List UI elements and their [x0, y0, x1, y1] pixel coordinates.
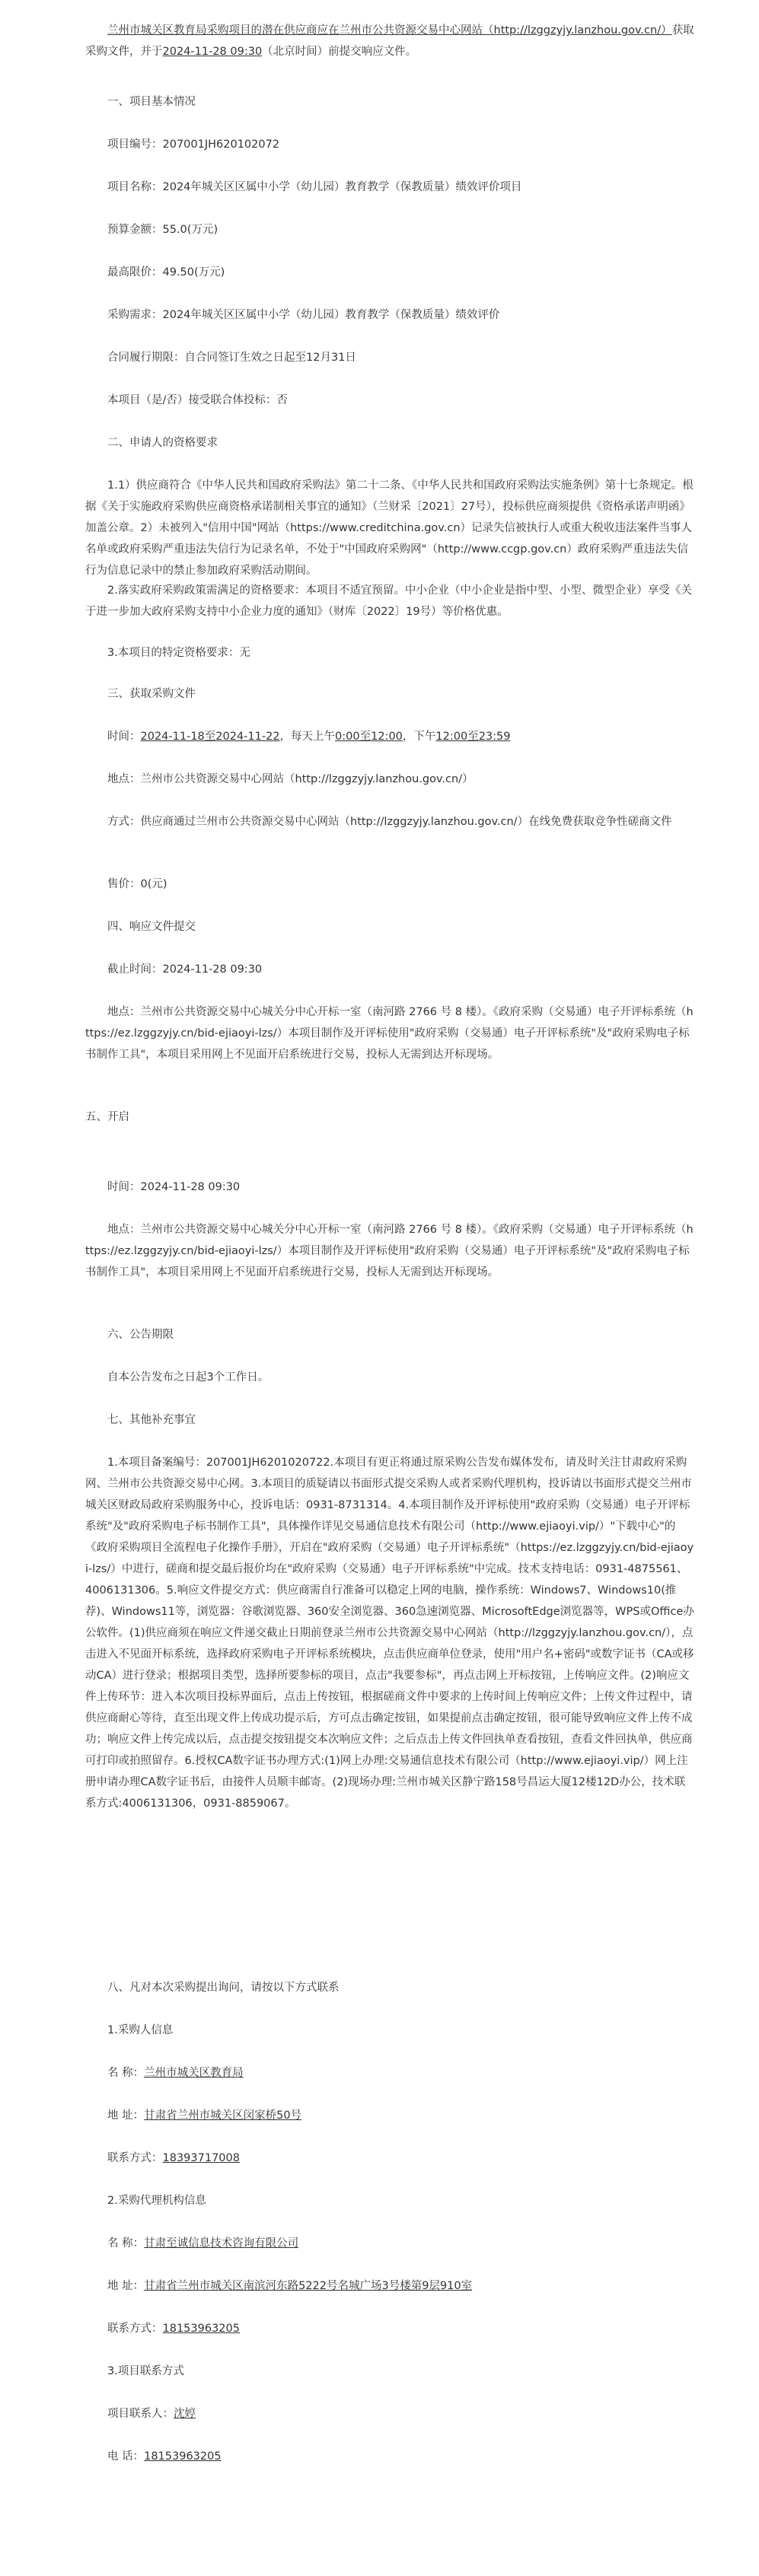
project-contact: [85, 2403, 694, 2425]
buyer-phone-value: 18393717008: [162, 2152, 240, 2164]
buyer-name-value: 兰州市城关区教育局: [144, 2067, 244, 2079]
supplementary-matters: 1.本项目备案编号：207001JH6201020722.本项目有更正将通过原采购公告发布媒体发布，请及时关注甘肃政府采购网、兰州市公共资源交易中心网。3.本项目的质疑请以书面形式提交采购人或者采购代理机构，投诉请以书面形式提交兰州市城关区财政局政府采购服务中心，投诉电话：0931-8731314。4.本项目制作及开评标使用"政府采购（交易通）电子开评标系统"及"政府采购电子标书制作工具"，具体操作详见交易通信息技术有限公司（http://www.ejiaoyi.vip/）"下载中心"的《政府采购项目全流程电子化操作手册》，开启在"政府采购（交易通）电子开评标系统"（https://ez.lzggzyjy.cn/bid-ejiaoyi-lzs/）中进行，磋商和提交最后报价均在"政府采购（交易通）电子开评标系统"中完成。技术支持电话：0931-4875561、4006131306。5.响应文件提交方式：供应商需自行准备可以稳定上网的电脑，操作系统：Windows7、Windows10(推荐)、Windows11等，浏览器：谷歌浏览器、360安全浏览器、360急速浏览器、MicrosoftEdge浏览器等，WPS或Office办公软件。(1)供应商须在响应文件递交截止日期前登录兰州市公共资源交易中心网站（http://lzggzyjy.lanzhou.gov.cn/），点击进入不见面开标系统，选择政府采购电子开评标系统模块，点击供应商单位登录，使用"用户名+密码"或数字证书（CA或移动CA）进行登录；根据项目类型，选择所要参标的项目，点击"我要参标"，再点击网上开标按钮，上传响应文件。(2)响应文件上传环节：进入本次项目投标界面后，点击上传按钮，根据磋商文件中要求的上传时间上传响应文件；上传文件过程中，请供应商耐心等待，直至出现文件上传成功提示后，方可点击确定按钮，如果提前点击确定按钮，很可能导致响应文件上传不成功；响应文件上传完成以后，点击提交按钮提交本次响应文件；之后点击上传文件回执单查看按钮，查看文件回执单，供应商可打印或拍照留存。6.授权CA数字证书办理方式:(1)网上办理:交易通信息技术有限公司（http://www.ejiaoyi.vip/）网上注册申请办理CA数字证书后，由接件人员顺丰邮寄。(2)现场办理:兰州市城关区静宁路158号昌运大厦12楼12D办公，技术联系方式:4006131306，0931-8859067。: [85, 1457, 694, 1810]
address-label: 地 址：: [107, 2110, 145, 2122]
intro-paragraph: [85, 20, 694, 62]
time-label: 时间：: [107, 731, 141, 743]
section-1-heading: 一、项目基本情况: [107, 96, 196, 108]
section-3-heading: 三、获取采购文件: [107, 688, 196, 700]
section-8-heading: 八、凡对本次采购提出询问，请按以下方式联系: [107, 1982, 340, 1994]
acquisition-method: 方式：供应商通过兰州市公共资源交易中心网站（http://lzggzyjy.lanzhou.gov.cn/）在线免费获取竞争性磋商文件: [107, 816, 672, 828]
time-text-1: ，每天上午: [279, 731, 336, 743]
phone-label: 联系方式：: [107, 2152, 163, 2164]
budget-amount: 预算金额：55.0(万元): [107, 224, 218, 236]
acquisition-time: [85, 726, 694, 747]
name-label: 名 称：: [107, 2067, 145, 2079]
buyer-name: [85, 2062, 694, 2084]
submission-deadline: 截止时间：2024-11-28 09:30: [107, 963, 263, 976]
project-phone: [85, 2446, 694, 2467]
contact-label: 项目联系人：: [107, 2408, 174, 2420]
acquisition-place: 地点：兰州市公共资源交易中心网站（http://lzggzyjy.lanzhou.gov.cn/）: [107, 773, 474, 785]
max-price: 最高限价：49.50(万元): [107, 266, 225, 279]
address-label: 地 址：: [107, 2280, 145, 2292]
consortium-accepted: 本项目（是/否）接受联合体投标：否: [107, 394, 288, 406]
section-2-heading: 二、申请人的资格要求: [107, 437, 218, 449]
morning-hours: 0:00至12:00: [335, 731, 403, 743]
opening-time: 时间：2024-11-28 09:30: [107, 1181, 241, 1193]
submission-place: 地点：兰州市公共资源交易中心城关分中心开标一室（南河路 2766 号 8 楼）。《政府采购（交易通）电子开评标系统（https://ez.lzggzyjy.cn/bid-ejiaoyi-lzs/）本项目制作及开评标使用"政府采购（交易通）电子开评标系统"及"政府采购电子标书制作工具"，本项目采用网上不见面开启系统进行交易，投标人无需到达开标现场。: [85, 1006, 694, 1061]
name-label: 名 称：: [107, 2237, 145, 2250]
buyer-address-value: 甘肃省兰州市城关区闵家桥50号: [144, 2110, 302, 2122]
project-name: 项目名称：2024年城关区区属中小学（幼儿园）教育教学（保教质量）绩效评价项目: [107, 181, 522, 193]
phone-label: 联系方式：: [107, 2323, 163, 2335]
document-price: 售价：0(元): [107, 878, 167, 890]
intro-text-3: （北京时间）前提交响应文件。: [262, 46, 417, 58]
agent-phone: [85, 2318, 694, 2339]
announcement-period: 自本公告发布之日起3个工作日。: [107, 1371, 269, 1384]
section-5-heading: 五、开启: [85, 1111, 129, 1123]
buyer-info-heading: 1.采购人信息: [107, 2024, 174, 2036]
section-4-heading: 四、响应文件提交: [107, 921, 196, 933]
acquisition-date-range: 2024-11-18至2024-11-22: [140, 731, 280, 743]
time-text-2: ，下午: [402, 731, 436, 743]
agent-name: [85, 2233, 694, 2254]
buyer-address: [85, 2105, 694, 2126]
trading-center-link[interactable]: （http://lzggzyjy.lanzhou.gov.cn/）: [483, 24, 672, 37]
qualification-requirement-1: 1.1）供应商符合《中华人民共和国政府采购法》第二十二条、《中华人民共和国政府采购法实施条例》第十七条规定。根据《关于实施政府采购供应商资格承诺制相关事宜的通知》（兰财采〔2021〕27号），投标供应商须提供《资格承诺声明函》加盖公章。2）未被列入"信用中国"网站（https://www.creditchina.gov.cn）记录失信被执行人或重大税收违法案件当事人名单或政府采购严重违法失信行为记录名单，不处于"中国政府采购网"（http://www.ccgp.gov.cn）政府采购严重违法失信行为信息记录中的禁止参加政府采购活动期间。: [85, 479, 694, 577]
intro-text-2: 获取采购文件，并于: [85, 24, 694, 58]
agent-phone-value: 18153963205: [162, 2323, 240, 2335]
qualification-requirement-2: 2.落实政府采购政策需满足的资格要求：本项目不适宜预留。中小企业（中小企业是指中型、小型、微型企业）享受《关于进一步加大政府采购支持中小企业力度的通知》（财库〔2022〕19号）等价格优惠。: [85, 584, 692, 618]
qualification-requirement-3: 3.本项目的特定资格要求：无: [107, 647, 250, 659]
section-6-heading: 六、公告期限: [107, 1329, 174, 1341]
procurement-demand: 采购需求：2024年城关区区属中小学（幼儿园）教育教学（保教质量）绩效评价: [107, 309, 500, 321]
opening-place: 地点：兰州市公共资源交易中心城关分中心开标一室（南河路 2766 号 8 楼）。《政府采购（交易通）电子开评标系统（https://ez.lzggzyjy.cn/bid-ejiaoyi-lzs/）本项目制作及开评标使用"政府采购（交易通）电子开评标系统"及"政府采购电子标书制作工具"，本项目采用网上不见面开启系统进行交易，投标人无需到达开标现场。: [85, 1224, 694, 1278]
agent-info-heading: 2.采购代理机构信息: [107, 2195, 206, 2207]
project-number: 项目编号：207001JH620102072: [107, 139, 280, 151]
agent-name-value: 甘肃至诚信息技术咨询有限公司: [144, 2237, 299, 2250]
contact-name-value: 沈婷: [174, 2408, 196, 2420]
project-contact-heading: 3.项目联系方式: [107, 2365, 184, 2377]
agent-address: [85, 2275, 694, 2297]
intro-text-1: 兰州市城关区教育局采购项目的潜在供应商应在兰州市公共资源交易中心网站: [107, 24, 483, 37]
contact-tel-value: 18153963205: [144, 2450, 222, 2463]
contract-term: 合同履行期限：自合同签订生效之日起至12月31日: [107, 352, 356, 364]
tel-label: 电 话：: [107, 2450, 145, 2463]
intro-deadline: 2024-11-28 09:30: [162, 46, 263, 58]
section-7-heading: 七、其他补充事宜: [107, 1414, 196, 1426]
afternoon-hours: 12:00至23:59: [435, 731, 511, 743]
buyer-phone: [85, 2148, 694, 2169]
agent-address-value: 甘肃省兰州市城关区南滨河东路5222号名城广场3号楼第9层910室: [144, 2280, 473, 2292]
